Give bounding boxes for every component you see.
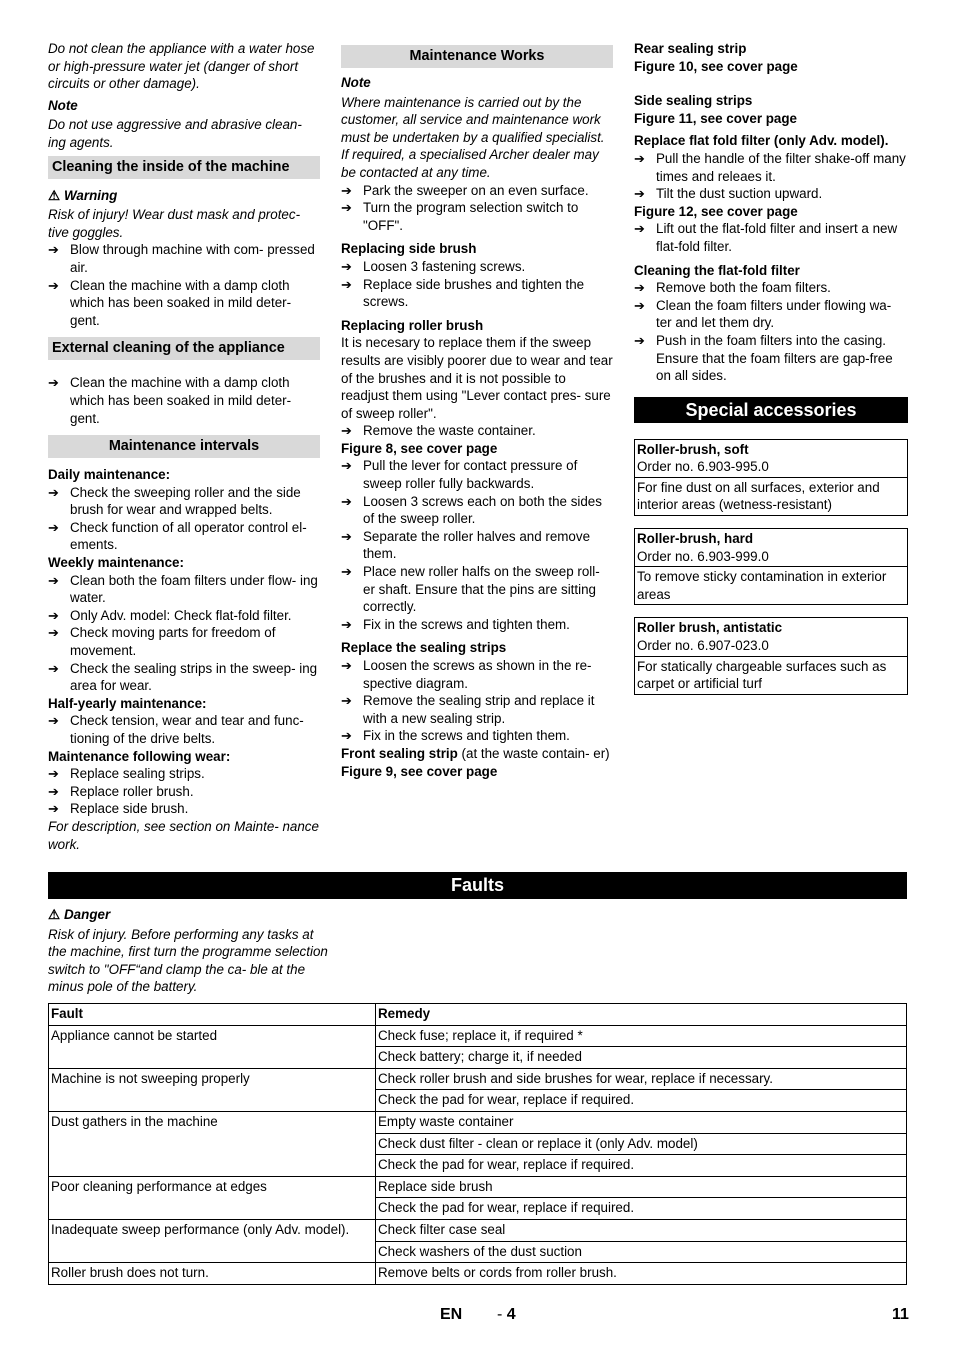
description-footnote: For description, see section on Mainte- nance work.: [48, 818, 319, 852]
list-item-text: Place new roller halfs on the sweep roll- er shaft. Ensure that the pins are sitting correctly.: [363, 564, 600, 615]
accessory-name: Roller brush, antistatic: [637, 620, 783, 636]
danger-label: Danger: [64, 907, 111, 922]
front-sealing-text: (at the waste contain- er): [457, 745, 610, 761]
water-warning-text: Do not clean the appliance with a water hose or high-pressure water jet (danger of short circuits or other damage).: [48, 41, 315, 92]
table-row: [49, 1263, 907, 1285]
list-item-text: Check function of all operator control el- ements.: [70, 519, 307, 553]
arrow-right-icon: ➔: [341, 528, 352, 544]
list-item: [341, 493, 613, 528]
list-item: [341, 422, 613, 440]
heading-maintenance-works: Maintenance Works: [341, 45, 613, 68]
list-item: [48, 607, 320, 625]
side-sealing-label: Side sealing strips: [634, 93, 753, 109]
roller-text: It is necesary to replace them if the sweep results are visibly poorer due to wear and tear of the brushes and it is not possible to readjust them using "Lever contact pres- sure of sweep roller".: [341, 335, 613, 421]
flatfold-label: Replace flat fold filter (only Adv. model).: [634, 133, 889, 149]
arrow-right-icon: ➔: [48, 375, 59, 391]
list-item: [341, 692, 613, 727]
footer-sub-page: [497, 1306, 516, 1324]
sealing-list: [341, 657, 613, 745]
danger-heading: [48, 906, 328, 924]
arrow-right-icon: ➔: [341, 458, 352, 474]
list-item: [48, 519, 320, 554]
remedy-cell: Check the pad for wear, replace if required.: [376, 1090, 907, 1112]
remedy-cell: Empty waste container: [376, 1111, 907, 1133]
figure-10-ref: Figure 10, see cover page: [634, 58, 798, 74]
arrow-right-icon: ➔: [341, 423, 352, 439]
arrow-right-icon: ➔: [48, 242, 59, 258]
side-brush-label: Replacing side brush: [341, 241, 477, 257]
front-sealing: [341, 745, 613, 763]
roller-steps-list: [341, 457, 613, 633]
arrow-right-icon: ➔: [48, 660, 59, 676]
list-item-text: Park the sweeper on an even surface.: [363, 182, 589, 198]
accessory-name: Roller-brush, soft: [637, 441, 749, 457]
list-item-text: Loosen the screws as shown in the re- spective diagram.: [363, 658, 592, 691]
list-item-text: Replace roller brush.: [70, 783, 194, 799]
list-item: [48, 241, 320, 276]
list-item: [634, 185, 908, 203]
danger-block: [48, 906, 328, 996]
list-item: [48, 277, 320, 330]
note-label-2: Note: [341, 75, 371, 90]
footer-language: EN: [440, 1306, 463, 1323]
pre-list: [341, 182, 613, 235]
arrow-right-icon: ➔: [48, 572, 59, 588]
list-item-text: Clean the machine with a damp cloth which has been soaked in mild deter- gent.: [70, 277, 292, 328]
weekly-list: [48, 572, 320, 695]
list-item-text: Fix in the screws and tighten them.: [363, 728, 570, 744]
list-item: [341, 457, 613, 492]
list-item: [341, 182, 613, 200]
arrow-right-icon: ➔: [634, 332, 645, 348]
list-item-text: Push in the foam filters into the casing. Ensure that the foam filters are gap-free on all sides.: [656, 332, 893, 384]
list-item: [48, 660, 320, 695]
list-item-text: Blow through machine with com- pressed air.: [70, 242, 315, 275]
cleaning-inside-list: [48, 241, 320, 329]
footer-dash: -: [497, 1306, 503, 1323]
list-item: [634, 279, 908, 297]
front-sealing-label: Front sealing strip: [341, 745, 458, 761]
weekly-label: Weekly maintenance:: [48, 555, 184, 571]
arrow-right-icon: ➔: [341, 276, 352, 292]
warning-triangle-icon: ⚠: [48, 187, 61, 203]
list-item-text: Remove both the foam filters.: [656, 280, 831, 296]
remedy-cell: Check roller brush and side brushes for wear, replace if necessary.: [376, 1068, 907, 1090]
flatfold-list: [634, 150, 908, 203]
list-item: [341, 199, 613, 234]
arrow-right-icon: ➔: [634, 150, 645, 166]
list-item-text: Pull the handle of the filter shake-off many times and releaes it.: [656, 150, 906, 184]
list-item: [341, 563, 613, 616]
heading-faults: Faults: [48, 872, 907, 899]
daily-list: [48, 484, 320, 554]
list-item: [341, 276, 613, 311]
list-item-text: Fix in the screws and tighten them.: [363, 616, 570, 632]
figure-9-ref: Figure 9, see cover page: [341, 763, 498, 779]
table-row: [49, 1111, 907, 1133]
arrow-right-icon: ➔: [48, 519, 59, 535]
list-item-text: Clean the foam filters under flowing wa- ter and let them dry.: [656, 297, 892, 331]
arrow-right-icon: ➔: [341, 258, 352, 274]
list-item: [48, 712, 320, 747]
remedy-cell: Check filter case seal: [376, 1219, 907, 1241]
list-item-text: Clean the machine with a damp cloth which has been soaked in mild deter- gent.: [70, 375, 292, 426]
list-item: [48, 572, 320, 607]
list-item-text: Replace sealing strips.: [70, 766, 205, 782]
list-item-text: Remove the waste container.: [363, 423, 536, 439]
accessory-card: [634, 617, 908, 694]
column-3: [634, 40, 908, 707]
table-row: [49, 1219, 907, 1241]
fault-column-header: Fault: [49, 1004, 376, 1026]
list-item-text: Turn the program selection switch to "OFF".: [363, 200, 579, 233]
warning-text: Risk of injury! Wear dust mask and protec- tive goggles.: [48, 207, 301, 240]
note-text-2: Where maintenance is carried out by the customer, all service and maintenance work must be undertaken by a qualified specialist. If required, a specialised Archer dealer may be contacted at any time.: [341, 94, 605, 180]
accessory-order: Order no. 6.903-995.0: [637, 459, 769, 475]
arrow-right-icon: ➔: [48, 766, 59, 782]
list-item-text: Loosen 3 screws each on both the sides of the sweep roller.: [363, 493, 602, 527]
list-item: [634, 150, 908, 185]
arrow-right-icon: ➔: [48, 277, 59, 293]
list-item-text: Remove the sealing strip and replace it with a new sealing strip.: [363, 693, 595, 726]
arrow-right-icon: ➔: [48, 801, 59, 817]
list-item: [634, 332, 908, 385]
roller-label: Replacing roller brush: [341, 317, 484, 333]
arrow-right-icon: ➔: [341, 564, 352, 580]
sealing-label: Replace the sealing strips: [341, 640, 507, 656]
footer-sub-page-number: 4: [506, 1306, 516, 1323]
figure-12-ref: Figure 12, see cover page: [634, 203, 798, 219]
accessory-card: [634, 528, 908, 605]
arrow-right-icon: ➔: [634, 186, 645, 202]
fault-cell: Dust gathers in the machine: [49, 1111, 376, 1176]
arrow-right-icon: ➔: [341, 493, 352, 509]
list-item-text: Pull the lever for contact pressure of sweep roller fully backwards.: [363, 458, 578, 492]
remedy-cell: Check dust filter - clean or replace it (only Adv. model): [376, 1133, 907, 1155]
list-item: [341, 258, 613, 276]
heading-special-accessories: Special accessories: [634, 397, 908, 423]
note-label: Note: [48, 97, 78, 113]
fault-cell: Inadequate sweep performance (only Adv. model).: [49, 1219, 376, 1262]
accessory-order: Order no. 6.907-023.0: [637, 638, 769, 654]
daily-label: Daily maintenance:: [48, 467, 171, 483]
heading-maintenance-intervals: Maintenance intervals: [48, 435, 320, 458]
list-item-text: Check the sealing strips in the sweep- ing area for wear.: [70, 660, 318, 694]
side-brush-list: [341, 258, 613, 311]
list-item-text: Loosen 3 fastening screws.: [363, 258, 526, 274]
arrow-right-icon: ➔: [341, 616, 352, 632]
arrow-right-icon: ➔: [48, 484, 59, 500]
danger-text: Risk of injury. Before performing any tasks at the machine, first turn the programme selection switch to "OFF“and clamp the ca- ble at the minus pole of the battery.: [48, 926, 328, 995]
warning-triangle-icon: ⚠: [48, 907, 61, 922]
remedy-cell: Check the pad for wear, replace if required.: [376, 1198, 907, 1220]
heading-external-cleaning: External cleaning of the appliance: [48, 337, 320, 360]
list-item: [341, 727, 613, 745]
list-item: [634, 220, 908, 255]
list-item-text: Separate the roller halves and remove them.: [363, 528, 591, 562]
list-item: [341, 528, 613, 563]
arrow-right-icon: ➔: [634, 297, 645, 313]
remedy-column-header: Remedy: [376, 1004, 907, 1026]
arrow-right-icon: ➔: [341, 658, 352, 673]
accessory-order: Order no. 6.903-999.0: [637, 548, 769, 564]
list-item: [48, 783, 320, 801]
arrow-right-icon: ➔: [341, 693, 352, 709]
faults-table-body: [49, 1025, 907, 1284]
list-item: [341, 657, 613, 692]
list-item-text: Replace side brush.: [70, 801, 189, 817]
list-item-text: Lift out the flat-fold filter and insert a new flat-fold filter.: [656, 221, 898, 254]
rear-sealing-label: Rear sealing strip: [634, 41, 747, 56]
remedy-cell: Check the pad for wear, replace if required.: [376, 1155, 907, 1177]
roller-pre-list: [341, 422, 613, 440]
accessory-description: For fine dust on all surfaces, exterior and interior areas (wetness-resistant): [635, 477, 907, 515]
accessory-card: [634, 439, 908, 516]
list-item: [48, 624, 320, 659]
list-item-text: Replace side brushes and tighten the screws.: [363, 276, 585, 310]
note-text: Do not use aggressive and abrasive clean- ing agents.: [48, 117, 302, 150]
table-header-row: [49, 1004, 907, 1026]
list-item: [48, 374, 320, 427]
accessory-description: To remove sticky contamination in exterior areas: [635, 566, 907, 604]
heading-cleaning-inside: Cleaning the inside of the machine: [48, 156, 320, 179]
arrow-right-icon: ➔: [48, 783, 59, 799]
footer-page-number: 11: [892, 1306, 909, 1323]
arrow-right-icon: ➔: [48, 625, 59, 641]
arrow-right-icon: ➔: [634, 221, 645, 237]
arrow-right-icon: ➔: [341, 182, 352, 198]
remedy-cell: Check battery; charge it, if needed: [376, 1047, 907, 1069]
list-item-text: Check tension, wear and tear and func- tioning of the drive belts.: [70, 713, 304, 746]
accessory-name: Roller-brush, hard: [637, 531, 754, 547]
arrow-right-icon: ➔: [341, 728, 352, 744]
fault-cell: Appliance cannot be started: [49, 1025, 376, 1068]
figure-11-ref: Figure 11, see cover page: [634, 110, 798, 126]
halfyearly-label: Half-yearly maintenance:: [48, 695, 207, 711]
column-1: [48, 40, 320, 853]
accessory-description: For statically chargeable surfaces such as carpet or artificial turf: [635, 656, 907, 694]
fault-cell: Poor cleaning performance at edges: [49, 1176, 376, 1219]
fault-cell: Roller brush does not turn.: [49, 1263, 376, 1285]
remedy-cell: Check fuse; replace it, if required *: [376, 1025, 907, 1047]
list-item-text: Only Adv. model: Check flat-fold filter.: [70, 607, 292, 623]
list-item: [634, 297, 908, 332]
flatfold-list-2: [634, 220, 908, 255]
fault-cell: Machine is not sweeping properly: [49, 1068, 376, 1111]
warning-label: Warning: [64, 187, 118, 203]
list-item: [48, 800, 320, 818]
faults-table: [48, 1003, 907, 1285]
list-item-text: Clean both the foam filters under flow- ing water.: [70, 572, 318, 606]
wear-label: Maintenance following wear:: [48, 748, 231, 764]
table-row: [49, 1025, 907, 1047]
wear-list: [48, 765, 320, 818]
remedy-cell: Replace side brush: [376, 1176, 907, 1198]
remedy-cell: Check washers of the dust suction: [376, 1241, 907, 1263]
arrow-right-icon: ➔: [48, 607, 59, 623]
figure-8-ref: Figure 8, see cover page: [341, 440, 498, 456]
cleaning-flatfold-label: Cleaning the flat-fold filter: [634, 262, 800, 278]
accessories-list: [634, 439, 908, 695]
arrow-right-icon: ➔: [48, 713, 59, 729]
list-item: [48, 484, 320, 519]
list-item: [48, 765, 320, 783]
external-cleaning-list: [48, 374, 320, 427]
list-item-text: Check the sweeping roller and the side brush for wear and wrapped belts.: [70, 484, 301, 518]
arrow-right-icon: ➔: [634, 280, 645, 296]
cleaning-flatfold-list: [634, 279, 908, 385]
warning-heading: [48, 187, 320, 205]
remedy-cell: Remove belts or cords from roller brush.: [376, 1263, 907, 1285]
table-row: [49, 1068, 907, 1090]
halfyearly-list: [48, 712, 320, 747]
arrow-right-icon: ➔: [341, 200, 352, 216]
table-row: [49, 1176, 907, 1198]
column-2: [341, 40, 613, 780]
list-item-text: Tilt the dust suction upward.: [656, 186, 823, 202]
list-item: [341, 616, 613, 634]
list-item-text: Check moving parts for freedom of movement.: [70, 625, 276, 659]
